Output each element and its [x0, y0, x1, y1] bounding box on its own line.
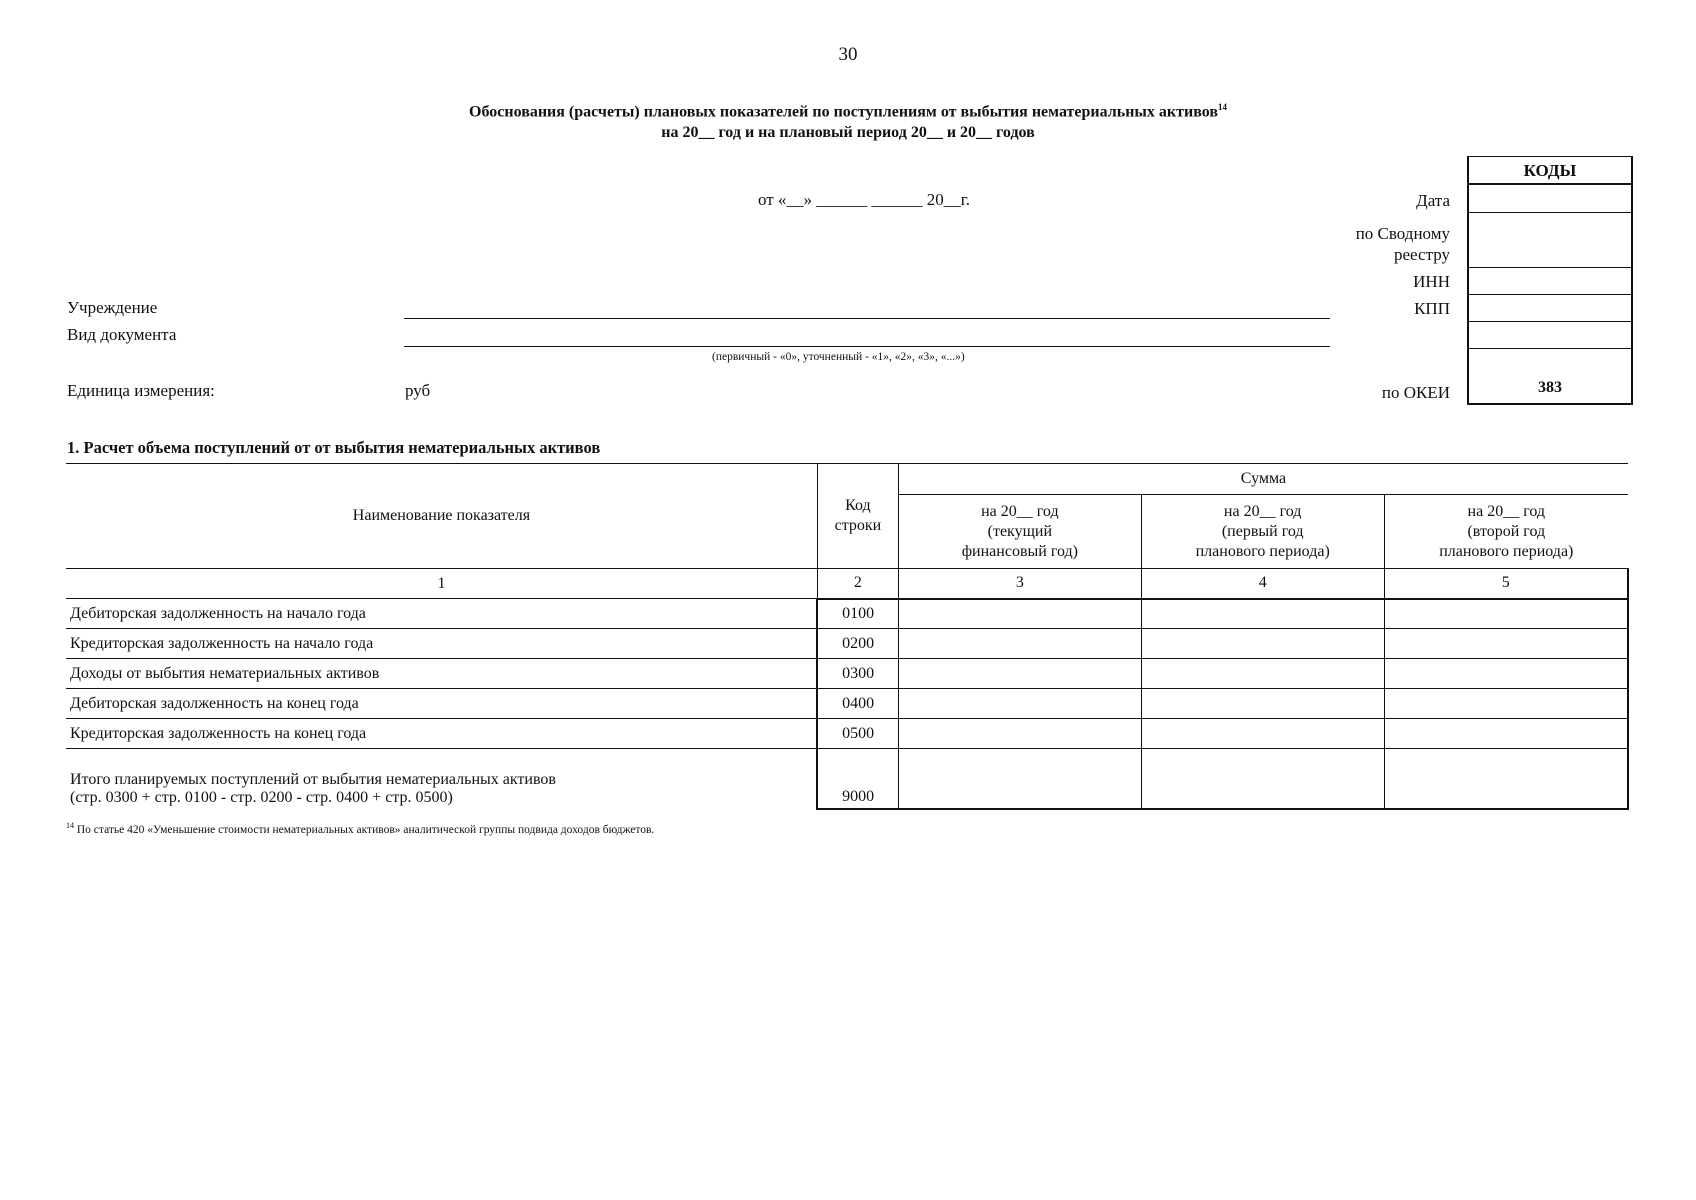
row-name: Дебиторская задолженность на конец года	[66, 689, 817, 719]
footnote-text: По статье 420 «Уменьшение стоимости нематериальных активов» аналитической группы подвида доходов бюджетов.	[74, 823, 655, 836]
registry-code-field[interactable]	[1469, 213, 1631, 268]
inn-code-field[interactable]	[1469, 268, 1631, 295]
institution-label: Учреждение	[67, 298, 158, 317]
section-title: 1. Расчет объема поступлений от от выбытия нематериальных активов	[67, 438, 601, 457]
document-type-hint: (первичный - «0», уточненный - «1», «2», «3», «...»)	[712, 351, 965, 363]
table-row	[66, 659, 1628, 689]
table-row	[66, 599, 1628, 629]
title-line-1: Обоснования (расчеты) плановых показателей по поступлениям от выбытия нематериальных активов	[469, 103, 1218, 121]
row-name: Доходы от выбытия нематериальных активов	[66, 659, 817, 689]
column-number-1: 1	[66, 569, 817, 599]
row-code: 0300	[817, 659, 898, 689]
column-number-2: 2	[817, 569, 898, 599]
title-footnote-mark: 14	[1217, 102, 1227, 112]
header-col-4-line-3: планового периода)	[1195, 542, 1330, 560]
total-value-col-5[interactable]	[1384, 749, 1628, 809]
row-value-col-4[interactable]	[1141, 719, 1384, 749]
footnote-mark: 14	[66, 821, 74, 830]
codes-box	[1467, 156, 1633, 405]
column-number-5: 5	[1384, 569, 1628, 599]
row-code: 0400	[817, 689, 898, 719]
document-type-input-line[interactable]	[404, 346, 1330, 347]
header-col-3-line-3: финансовый год)	[961, 542, 1078, 560]
row-value-col-5[interactable]	[1384, 659, 1628, 689]
column-number-3: 3	[898, 569, 1141, 599]
row-value-col-3[interactable]	[898, 659, 1141, 689]
calculation-table	[66, 463, 1629, 810]
row-value-col-5[interactable]	[1384, 599, 1628, 629]
header-col-5	[1384, 495, 1628, 569]
row-code: 0500	[817, 719, 898, 749]
row-value-col-4[interactable]	[1141, 689, 1384, 719]
header-indicator-name: Наименование показателя	[66, 464, 817, 569]
row-value-col-5[interactable]	[1384, 719, 1628, 749]
header-row-code-line-2: строки	[834, 517, 882, 534]
header-col-4	[1141, 495, 1384, 569]
total-row-code: 9000	[817, 749, 898, 809]
row-value-col-3[interactable]	[898, 719, 1141, 749]
document-type-label: Вид документа	[67, 325, 177, 344]
header-col-5-line-1: на 20__ год	[1467, 502, 1546, 520]
row-value-col-4[interactable]	[1141, 599, 1384, 629]
registry-label-line-2: реестру	[1394, 245, 1450, 264]
kpp-label: КПП	[1414, 299, 1450, 318]
table-row	[66, 689, 1628, 719]
header-col-3	[898, 495, 1141, 569]
unit-value: руб	[405, 381, 431, 400]
header-col-4-line-2: (первый год	[1221, 522, 1304, 540]
header-sum: Сумма	[898, 464, 1628, 495]
header-col-3-line-2: (текущий	[987, 522, 1053, 540]
row-value-col-5[interactable]	[1384, 689, 1628, 719]
total-value-col-4[interactable]	[1141, 749, 1384, 809]
footnote	[66, 821, 654, 836]
total-row-name-line-1: Итого планируемых поступлений от выбытия нематериальных активов	[70, 770, 556, 788]
table-row	[66, 629, 1628, 659]
row-value-col-3[interactable]	[898, 629, 1141, 659]
row-value-col-3[interactable]	[898, 689, 1141, 719]
codes-header: КОДЫ	[1469, 157, 1631, 185]
date-label: Дата	[1416, 191, 1450, 210]
page-number: 30	[838, 44, 858, 65]
row-name: Дебиторская задолженность на начало года	[66, 599, 817, 629]
row-value-col-4[interactable]	[1141, 629, 1384, 659]
date-code-field[interactable]	[1469, 185, 1631, 213]
row-value-col-5[interactable]	[1384, 629, 1628, 659]
column-number-4: 4	[1141, 569, 1384, 599]
header-row-code-line-1: Код	[845, 497, 871, 514]
row-name: Кредиторская задолженность на начало года	[66, 629, 817, 659]
row-code: 0100	[817, 599, 898, 629]
doc-type-code-field[interactable]	[1469, 322, 1631, 349]
total-value-col-3[interactable]	[898, 749, 1141, 809]
row-name: Кредиторская задолженность на конец года	[66, 719, 817, 749]
header-col-5-line-3: планового периода)	[1439, 542, 1574, 560]
row-value-col-3[interactable]	[898, 599, 1141, 629]
okei-code-field: 383	[1538, 379, 1562, 396]
header-row-code	[817, 464, 898, 569]
header-col-4-line-1: на 20__ год	[1223, 502, 1302, 520]
total-row-name-line-2: (стр. 0300 + стр. 0100 - стр. 0200 - стр. 0400 + стр. 0500)	[70, 788, 453, 806]
institution-input-line[interactable]	[404, 318, 1330, 319]
okei-label: по ОКЕИ	[1381, 383, 1450, 402]
inn-label: ИНН	[1413, 272, 1450, 291]
kpp-code-field[interactable]	[1469, 295, 1631, 322]
title-line-2: на 20__ год и на плановый период 20__ и 20__ годов	[661, 124, 1035, 141]
total-row-name	[66, 749, 817, 809]
header-col-5-line-2: (второй год	[1467, 522, 1546, 540]
table-row-total	[66, 749, 1628, 809]
row-code: 0200	[817, 629, 898, 659]
table-row	[66, 719, 1628, 749]
row-value-col-4[interactable]	[1141, 659, 1384, 689]
header-col-3-line-1: на 20__ год	[981, 502, 1059, 520]
unit-label: Единица измерения:	[67, 381, 215, 400]
document-date-line: от «__» ______ ______ 20__г.	[758, 190, 971, 209]
registry-label-line-1: по Сводному	[1355, 224, 1450, 243]
document-title	[0, 102, 1696, 121]
